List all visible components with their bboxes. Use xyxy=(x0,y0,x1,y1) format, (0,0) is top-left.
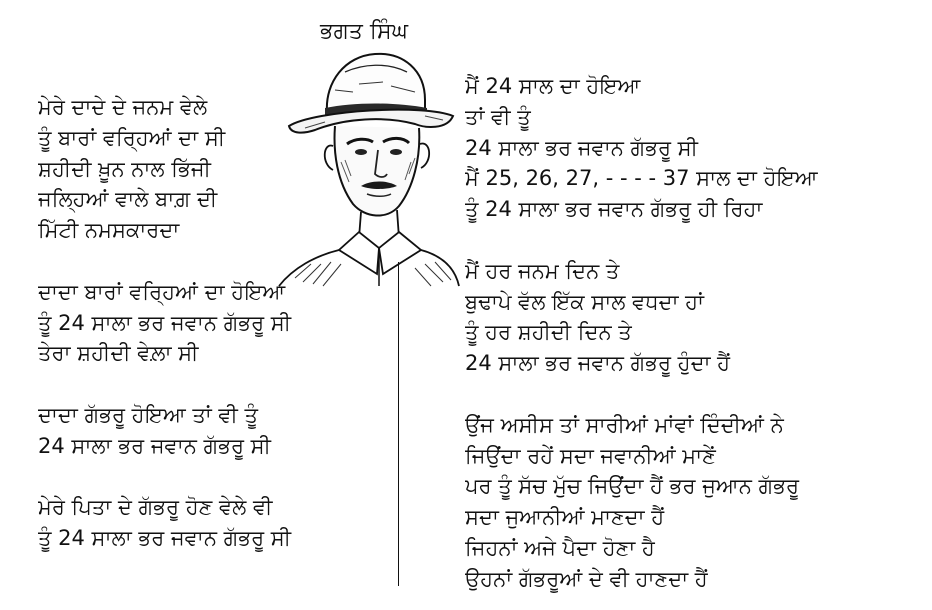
stanza-break xyxy=(465,379,905,410)
poem-line: ਮੈਂ 25, 26, 27, - - - - 37 ਸਾਲ ਦਾ ਹੋਇਆ xyxy=(465,166,818,191)
right-poem-column xyxy=(465,71,905,595)
poem-line: ਜਲ੍ਹਿਆਂ ਵਾਲੇ ਬਾਗ਼ ਦੀ xyxy=(38,187,218,212)
stanza-break xyxy=(38,462,368,493)
poem-line: ਤੇਰਾ ਸ਼ਹੀਦੀ ਵੇਲ਼ਾ ਸੀ xyxy=(38,341,199,366)
poem-line: ਉਹਨਾਂ ਗੱਭਰੂਆਂ ਦੇ ਵੀ ਹਾਣਦਾ ਹੈਂ xyxy=(465,566,708,591)
poem-line: ਉਂਜ ਅਸੀਸ ਤਾਂ ਸਾਰੀਆਂ ਮਾਂਵਾਂ ਦਿੰਦੀਆਂ ਨੇ xyxy=(465,412,784,437)
poem-line: ਤਾਂ ਵੀ ਤੂੰ xyxy=(465,104,531,129)
poem-line: ਦਾਦਾ ਗੱਭਰੂ ਹੋਇਆ ਤਾਂ ਵੀ ਤੂੰ xyxy=(38,402,258,427)
poem-line: ਤੂੰ 24 ਸਾਲਾ ਭਰ ਜਵਾਨ ਗੱਭਰੂ ਹੀ ਰਿਹਾ xyxy=(465,197,763,222)
column-divider xyxy=(398,262,399,586)
poem-line: ਪਰ ਤੂੰ ਸੱਚ ਮੁੱਚ ਜਿਉਂਦਾ ਹੈਂ ਭਰ ਜੁਆਨ ਗੱਭਰੂ xyxy=(465,474,800,499)
poem-line: ਮੇਰੇ ਦਾਦੇ ਦੇ ਜਨਮ ਵੇਲੇ xyxy=(38,95,208,119)
poem-line: ਮਿੱਟੀ ਨਮਸਕਾਰਦਾ xyxy=(38,218,180,243)
stanza-break xyxy=(465,225,905,256)
poem-line: 24 ਸਾਲਾ ਭਰ ਜਵਾਨ ਗੱਭਰੂ ਸੀ xyxy=(465,135,698,160)
poem-line: ਤੂੰ 24 ਸਾਲਾ ਭਰ ਜਵਾਨ ਗੱਭਰੂ ਸੀ xyxy=(38,526,292,551)
stanza-break xyxy=(38,246,368,277)
poem-line: ਦਾਦਾ ਬਾਰਾਂ ਵਰ੍ਹਿਆਂ ਦਾ ਹੋਇਆ xyxy=(38,279,286,304)
poem-line: 24 ਸਾਲਾ ਭਰ ਜਵਾਨ ਗੱਭਰੂ ਸੀ xyxy=(38,433,271,458)
poem-line: ਤੂੰ ਹਰ ਸ਼ਹੀਦੀ ਦਿਨ ਤੇ xyxy=(465,320,632,345)
poem-title: ਭਗਤ ਸਿੰਘ xyxy=(320,19,408,44)
left-poem-column xyxy=(38,92,368,554)
poem-line: ਬੁਢਾਪੇ ਵੱਲ ਇੱਕ ਸਾਲ ਵਧਦਾ ਹਾਂ xyxy=(465,289,704,314)
poem-line: 24 ਸਾਲਾ ਭਰ ਜਵਾਨ ਗੱਭਰੂ ਹੁੰਦਾ ਹੈਂ xyxy=(465,351,731,376)
poem-line: ਤੂੰ ਬਾਰਾਂ ਵਰ੍ਹਿਆਂ ਦਾ ਸੀ xyxy=(38,125,226,150)
stanza-break xyxy=(38,369,368,400)
poem-line: ਜਿਹਨਾਂ ਅਜੇ ਪੈਦਾ ਹੋਣਾ ਹੈ xyxy=(465,535,655,560)
poem-line: ਤੂੰ 24 ਸਾਲਾ ਭਰ ਜਵਾਨ ਗੱਭਰੂ ਸੀ xyxy=(38,310,292,335)
poem-line: ਸ਼ਹੀਦੀ ਖ਼ੂਨ ਨਾਲ ਭਿੱਜੀ xyxy=(38,156,211,181)
poem-line: ਮੈਂ ਹਰ ਜਨਮ ਦਿਨ ਤੇ xyxy=(465,258,620,283)
poem-line: ਸਦਾ ਜੁਆਨੀਆਂ ਮਾਣਦਾ ਹੈਂ xyxy=(465,505,665,530)
poem-line: ਮੇਰੇ ਪਿਤਾ ਦੇ ਗੱਭਰੂ ਹੋਣ ਵੇਲੇ ਵੀ xyxy=(38,495,273,520)
poem-line: ਮੈਂ 24 ਸਾਲ ਦਾ ਹੋਇਆ xyxy=(465,74,641,98)
poem-line: ਜਿਉਂਦਾ ਰਹੇਂ ਸਦਾ ਜਵਾਨੀਆਂ ਮਾਣੇਂ xyxy=(465,443,716,468)
